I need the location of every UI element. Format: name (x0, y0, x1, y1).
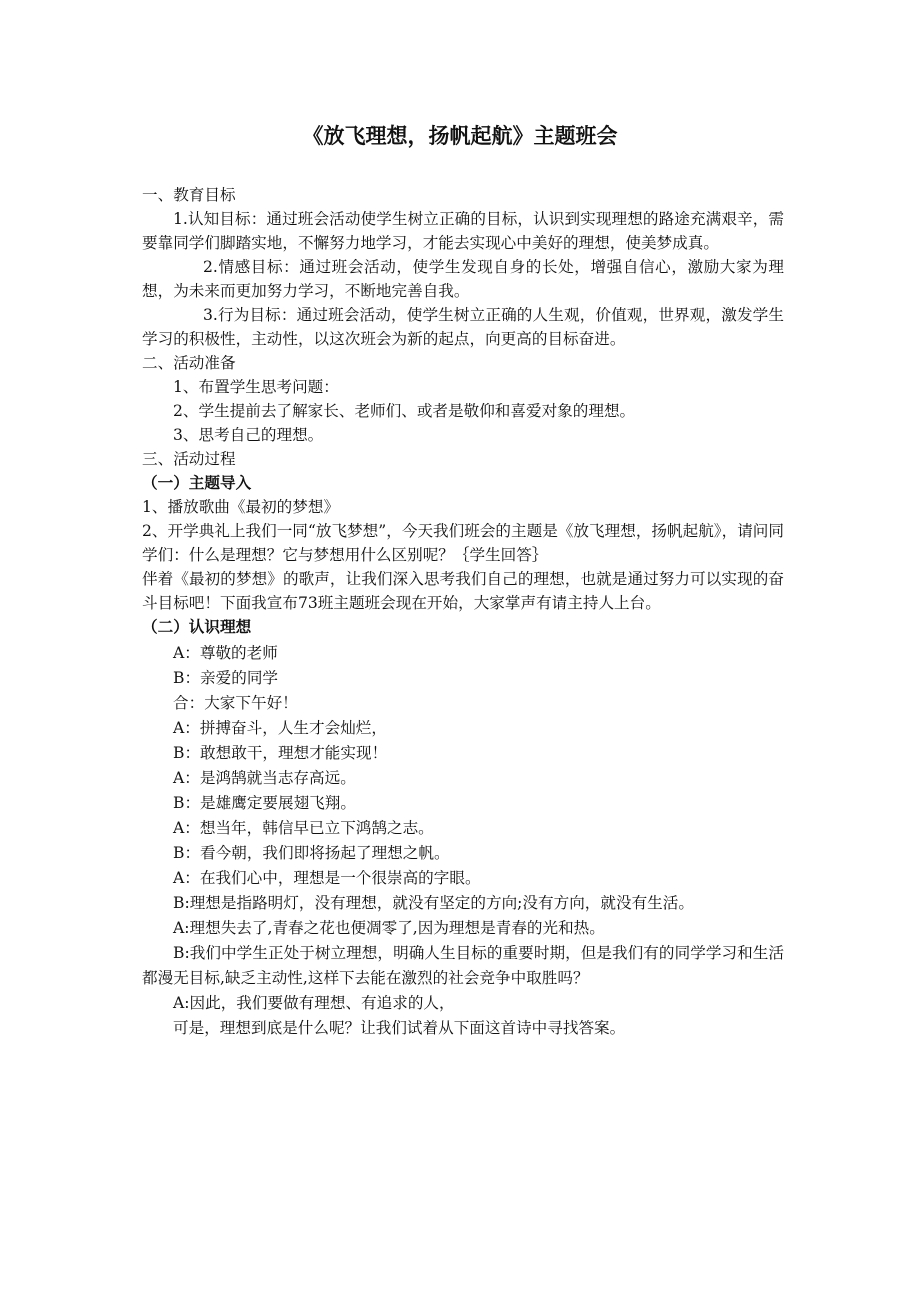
goal-emotional: 2.情感目标：通过班会活动，使学生发现自身的长处，增强自信心，激励大家为理想，为未来而更加努力学习，不断地完善自我。 (142, 258, 784, 300)
dialogue-line: B:理想是指路明灯，没有理想，就没有坚定的方向;没有方向，就没有生活。 (173, 894, 694, 912)
dialogue-line: A：在我们心中，理想是一个很崇高的字眼。 (173, 869, 481, 887)
intro-item-3: 伴着《最初的梦想》的歌声，让我们深入思考我们自己的理想，也就是通过努力可以实现的奋斗目标吧！下面我宣布73班主题班会现在开始，大家掌声有请主持人上台。 (142, 570, 784, 612)
goal-behavioral: 3.行为目标：通过班会活动，使学生树立正确的人生观，价值观，世界观，激发学生学习的积极性，主动性，以这次班会为新的起点，向更高的目标奋进。 (142, 306, 784, 348)
intro-item-1: 1、播放歌曲《最初的梦想》 (142, 498, 340, 516)
dialogue-line: A：尊敬的老师 (173, 644, 278, 662)
prep-item-3: 3、思考自己的理想。 (173, 426, 324, 444)
section-heading-goals: 一、教育目标 (142, 186, 236, 204)
dialogue-line: B:我们中学生正处于树立理想，明确人生目标的重要时期，但是我们有的同学学习和生活都漫无目标,缺乏主动性,这样下去能在激烈的社会竞争中取胜吗？ (142, 944, 784, 987)
section-heading-process: 三、活动过程 (142, 450, 236, 468)
goal-cognitive: 1.认知目标：通过班会活动使学生树立正确的目标，认识到实现理想的路途充满艰辛，需要靠同学们脚踏实地，不懈努力地学习，才能去实现心中美好的理想，使美梦成真。 (142, 210, 784, 252)
section-heading-preparation: 二、活动准备 (142, 354, 236, 372)
dialogue-line: A:因此，我们要做有理想、有追求的人， (173, 994, 455, 1012)
dialogue-line: A：想当年，韩信早已立下鸿鹄之志。 (173, 819, 434, 837)
prep-item-1: 1、布置学生思考问题： (173, 378, 339, 396)
dialogue-line: B：亲爱的同学 (173, 669, 279, 687)
closing-line: 可是，理想到底是什么呢？让我们试着从下面这首诗中寻找答案。 (173, 1019, 626, 1037)
dialogue-line: A：是鸿鹄就当志存高远。 (173, 769, 356, 787)
prep-item-2: 2、学生提前去了解家长、老师们、或者是敬仰和喜爱对象的理想。 (173, 402, 636, 420)
dialogue-line: A:理想失去了,青春之花也便凋零了,因为理想是青春的光和热。 (173, 919, 605, 937)
dialogue-line: B：看今朝，我们即将扬起了理想之帆。 (173, 844, 450, 862)
intro-item-2: 2、开学典礼上我们一同“放飞梦想”，今天我们班会的主题是《放飞理想，扬帆起航》，请问同学们：什么是理想？它与梦想用什么区别呢？｛学生回答｝ (142, 522, 784, 564)
subsection-heading-understanding: （二）认识理想 (142, 618, 252, 636)
subsection-heading-intro: （一）主题导入 (142, 474, 252, 492)
dialogue-line: 合：大家下午好！ (173, 694, 298, 712)
dialogue-line: B：是雄鹰定要展翅飞翔。 (173, 794, 356, 812)
document-title: 《放飞理想，扬帆起航》主题班会 (302, 124, 618, 148)
dialogue-line: A：拼搏奋斗，人生才会灿烂， (173, 719, 387, 737)
document-body (142, 183, 784, 1041)
dialogue-line: B：敢想敢干，理想才能实现！ (173, 744, 388, 762)
